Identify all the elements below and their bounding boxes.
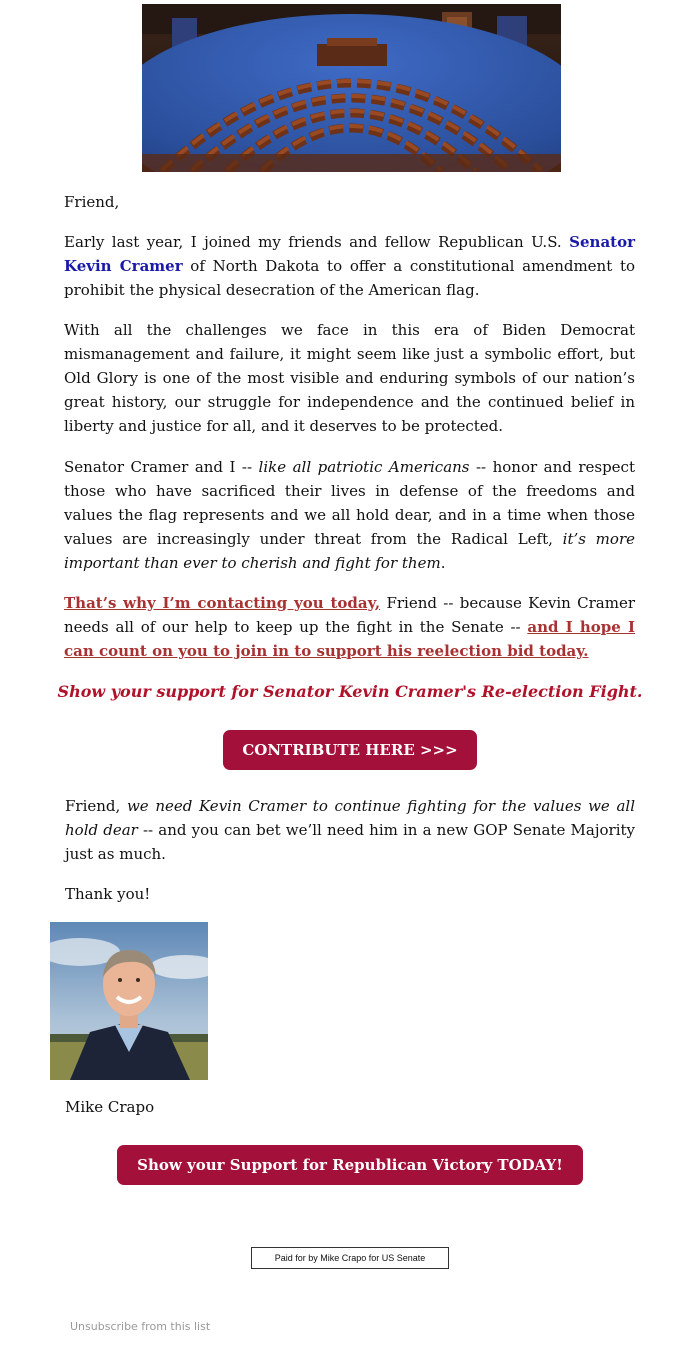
paragraph-1 — [64, 230, 635, 302]
support-victory-button[interactable]: Show your Support for Republican Victory TODAY! — [117, 1145, 583, 1185]
contribute-button[interactable]: CONTRIBUTE HERE >>> — [223, 730, 477, 770]
support-tagline[interactable]: Show your support for Senator Kevin Cramer's Re-election Fight. — [57, 682, 643, 701]
greeting: Friend, — [64, 193, 120, 211]
paragraph-2: With all the challenges we face in this era of Biden Democrat mismanagement and failure, it might seem like just a symbolic effort, but Old Glory is one of the most visible and enduring symbols of our nation’s great history, our struggle for independence and the continued belief in liberty and justice for all, and it deserves to be protected. — [64, 321, 635, 435]
p3-text-c: . — [440, 554, 446, 572]
p3-emphasis-2: it’s more important than ever to cherish and fight for them — [64, 530, 635, 572]
p5-text-a: Friend, — [65, 797, 127, 815]
thank-you-text: Thank you! — [65, 885, 151, 903]
contacting-you-link[interactable]: That’s why I’m contacting you today, — [64, 594, 381, 612]
p3-text-b: -- honor and respect those who have sacrificed their lives in defense of the freedoms and values the flag represents and we all hold dear, and in a time when those values are increasingly under threat from the Radical Left, — [64, 458, 635, 548]
unsubscribe-link[interactable]: Unsubscribe from this list — [70, 1320, 211, 1333]
senate-chamber-image — [142, 4, 561, 172]
p4-text-mid: Friend -- because Kevin Cramer needs all of our help to keep up the fight in the Senate -- — [64, 594, 635, 636]
support-reelection-link[interactable]: and I hope I can count on you to join in to support his reelection bid today. — [64, 618, 635, 660]
signature-name: Mike Crapo — [65, 1098, 155, 1116]
paragraph-3 — [64, 455, 635, 575]
paragraph-4 — [64, 591, 635, 663]
mike-crapo-portrait — [50, 922, 208, 1080]
p1-text-start: Early last year, I joined my friends and fellow Republican U.S. — [64, 233, 570, 251]
p3-text-a: Senator Cramer and I -- — [64, 458, 259, 476]
p1-text-end: of North Dakota to offer a constitutional amendment to prohibit the physical desecration of the American flag. — [64, 257, 635, 299]
p3-emphasis-1: like all patriotic Americans — [258, 458, 470, 476]
senator-kevin-cramer-link[interactable]: Senator Kevin Cramer — [64, 233, 635, 275]
paid-for-disclaimer: Paid for by Mike Crapo for US Senate — [251, 1247, 449, 1269]
paragraph-5 — [65, 794, 635, 866]
p5-emphasis: we need Kevin Cramer to continue fighting for the values we all hold dear — [65, 797, 635, 839]
p5-text-b: -- and you can bet we’ll need him in a new GOP Senate Majority just as much. — [65, 821, 635, 863]
